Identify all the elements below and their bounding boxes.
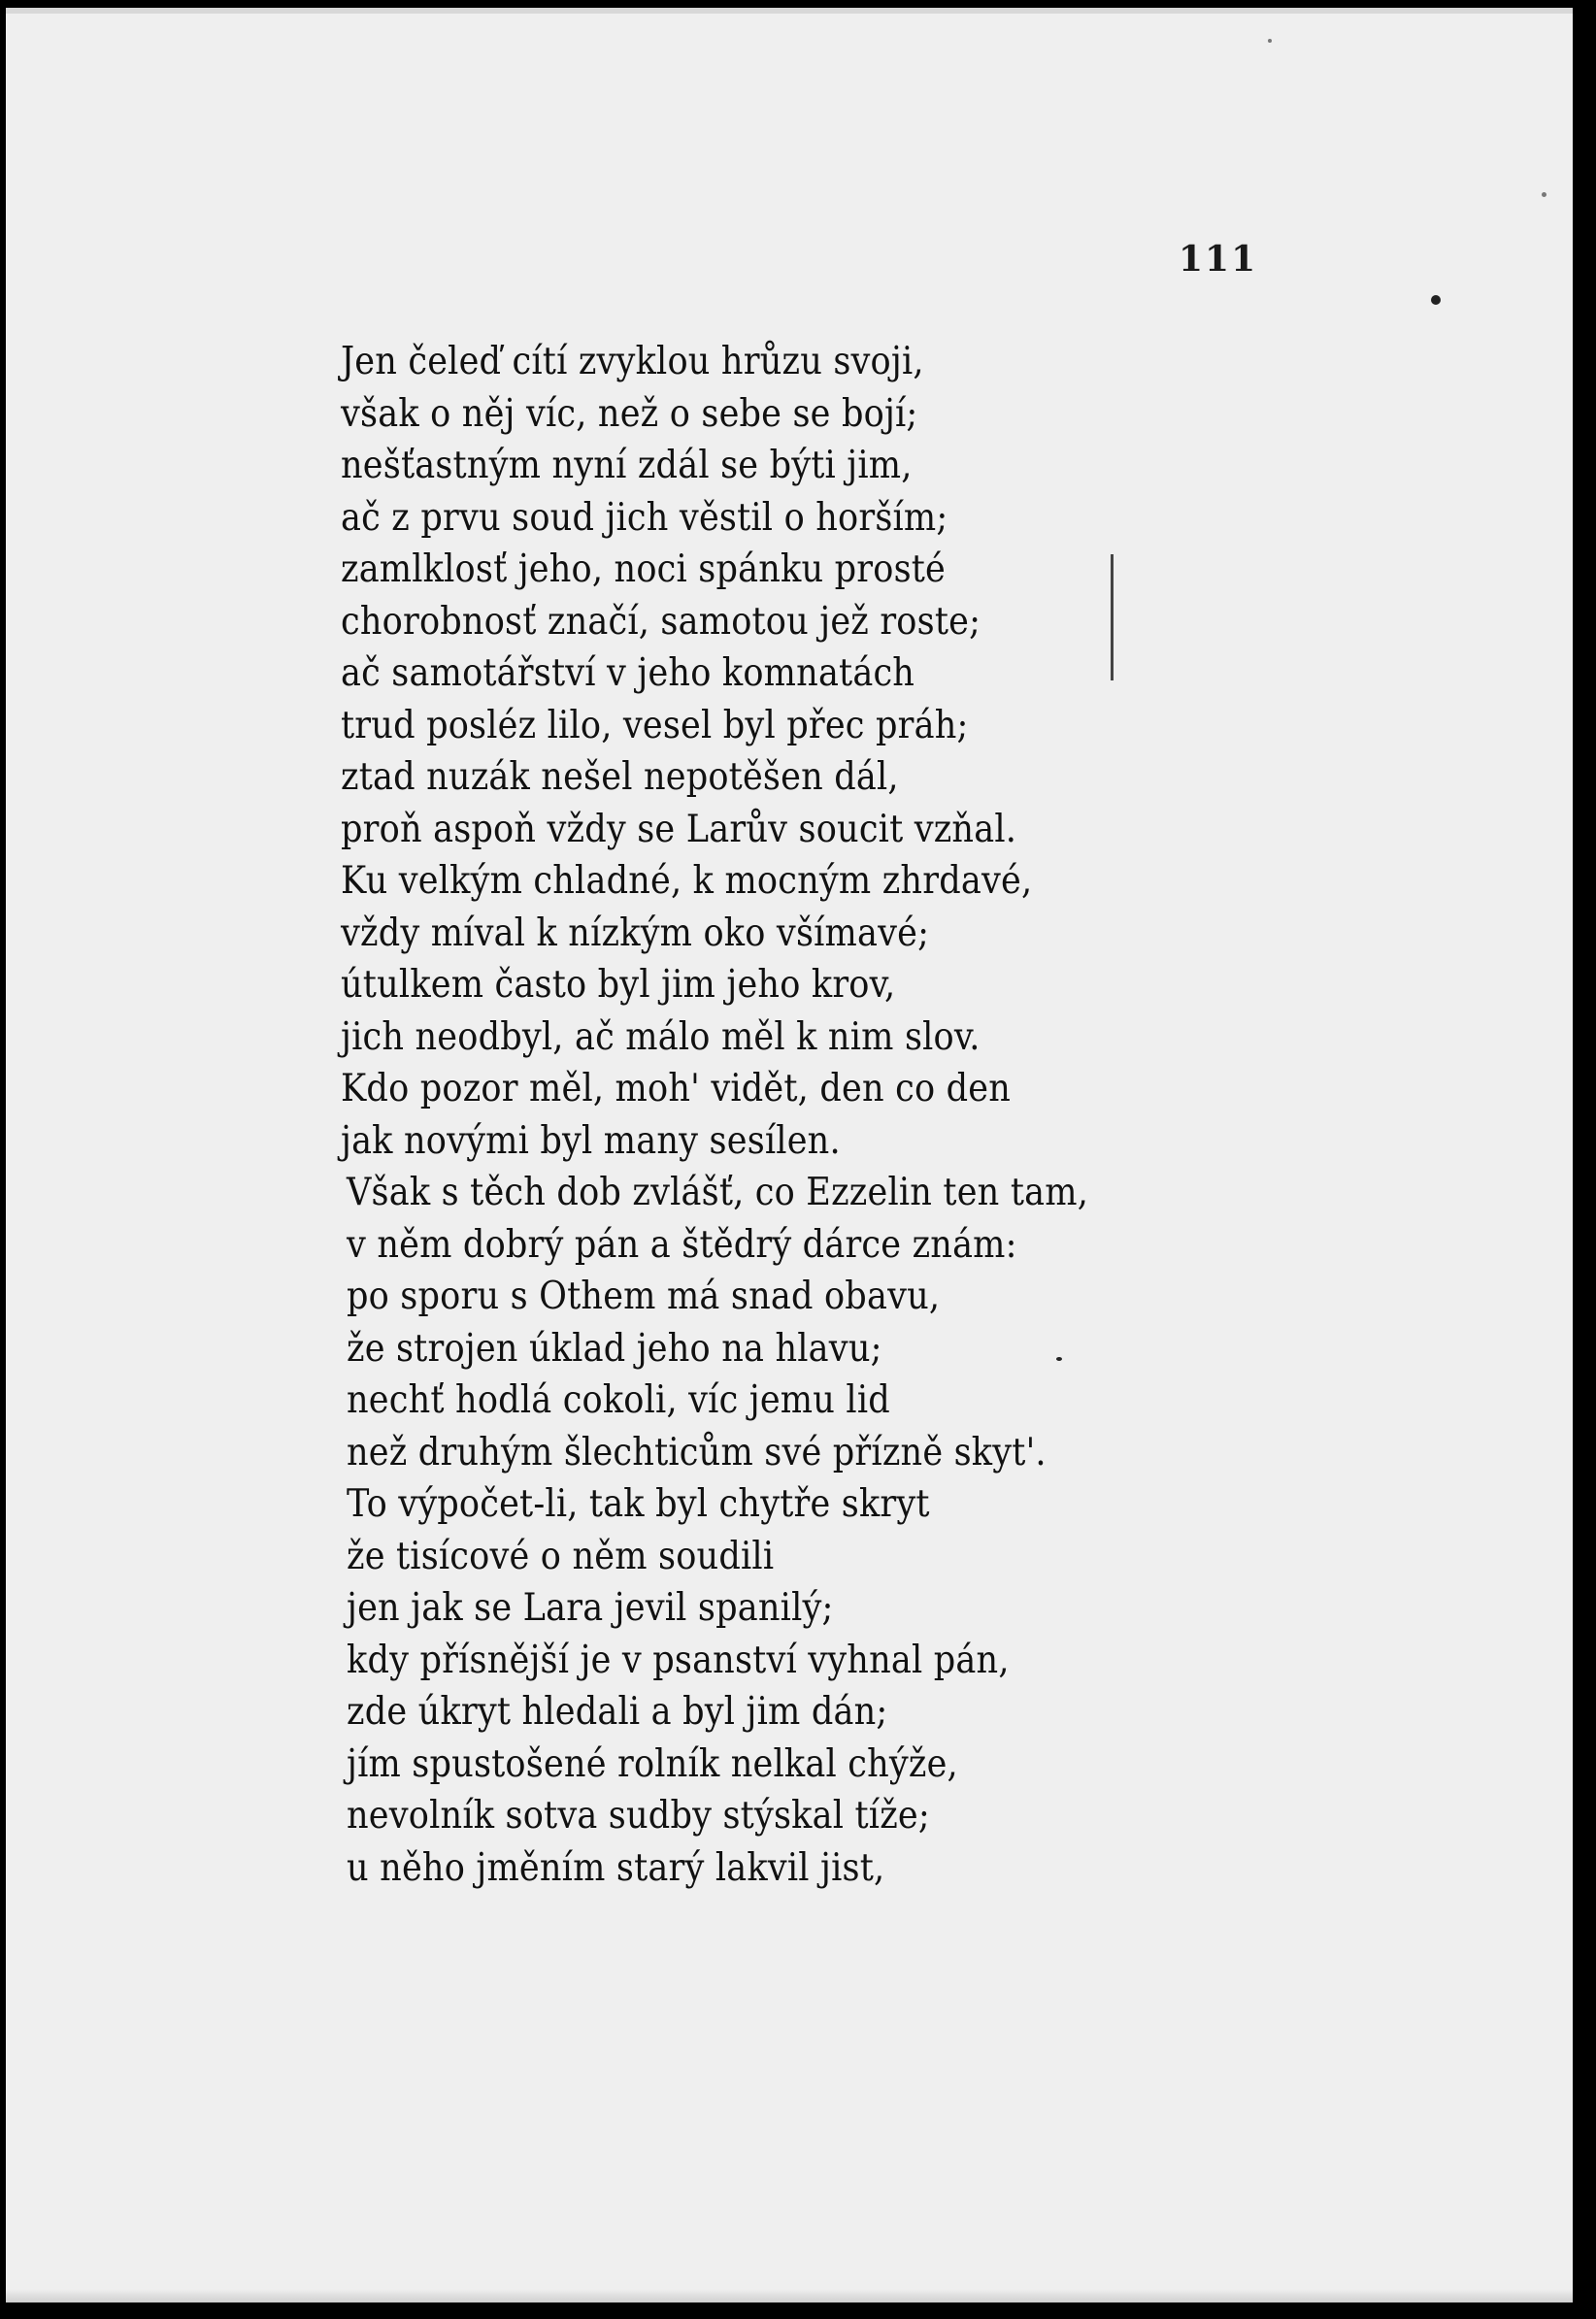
poem-line: proň aspoň vždy se Larův soucit vzňal. <box>341 807 1017 851</box>
poem-line: ztad nuzák nešel nepotěšen dál, <box>341 755 899 799</box>
poem-line: trud posléz lilo, vesel byl přec práh; <box>341 703 969 747</box>
poem-line: jak novými byl many sesílen. <box>341 1118 841 1163</box>
margin-rule-mark <box>1111 554 1114 680</box>
poem-line: Však s těch dob zvlášť, co Ezzelin ten tam, <box>347 1171 1089 1214</box>
margin-dot <box>1268 39 1272 43</box>
book-page <box>6 8 1573 2302</box>
poem-line: jím spustošené rolník nelkal chýže, <box>347 1741 958 1786</box>
poem-line: Kdo pozor měl, moh' vidět, den co den <box>341 1067 1012 1110</box>
poem-line: jen jak se Lara jevil spanilý; <box>347 1586 834 1630</box>
margin-dot <box>1431 295 1441 305</box>
poem-line: jich neodbyl, ač málo měl k nim slov. <box>341 1014 981 1059</box>
poem-line: že strojen úklad jeho na hlavu; <box>347 1326 882 1371</box>
poem-line: zde úkryt hledali a byl jim dán; <box>347 1690 888 1734</box>
poem-line: chorobnosť značí, samotou jež roste; <box>341 599 981 644</box>
bottom-edge-shadow <box>6 2289 1573 2302</box>
poem-line: To výpočet-li, tak byl chytře skryt <box>347 1482 930 1526</box>
poem-line: nechť hodlá cokoli, víc jemu lid <box>347 1378 890 1422</box>
margin-dot <box>1542 192 1546 197</box>
poem-line: kdy přísnější je v psanství vyhnal pán, <box>347 1638 1010 1682</box>
poem-line: útulkem často byl jim jeho krov, <box>341 963 896 1007</box>
poem-text <box>341 336 1088 1894</box>
top-edge-shadow <box>6 8 1573 14</box>
poem-line: Jen čeleď cítí zvyklou hrůzu svoji, <box>341 340 924 383</box>
poem-line: však o něj víc, než o sebe se bojí; <box>341 391 918 436</box>
poem-line: ač z prvu soud jich věstil o horším; <box>341 495 948 540</box>
poem-line: než druhým šlechticům své přízně skyt'. <box>347 1430 1047 1474</box>
poem-line: že tisícové o něm soudili <box>347 1534 775 1578</box>
margin-dot <box>1056 1357 1062 1361</box>
page-number: 111 <box>1179 239 1258 280</box>
poem-line: vždy míval k nízkým oko všímavé; <box>341 911 930 955</box>
poem-line: ač samotářství v jeho komnatách <box>341 651 915 695</box>
poem-line: nešťastným nyní zdál se býti jim, <box>341 444 913 487</box>
poem-line: v něm dobrý pán a štědrý dárce znám: <box>347 1222 1017 1267</box>
poem-line: Ku velkým chladné, k mocným zhrdavé, <box>341 859 1033 903</box>
poem-line: u něho jměním starý lakvil jist, <box>347 1845 885 1890</box>
poem-line: nevolník sotva sudby stýskal tíže; <box>347 1794 930 1838</box>
poem-line: zamlklosť jeho, noci spánku prosté <box>341 547 947 591</box>
poem-line: po sporu s Othem má snad obavu, <box>347 1275 941 1318</box>
